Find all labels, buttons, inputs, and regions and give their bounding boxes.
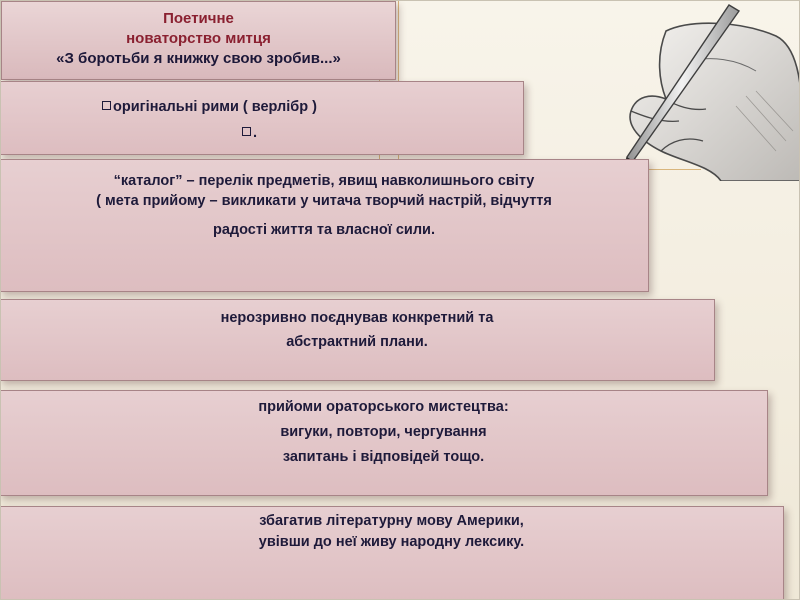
oratory-line: запитань і відповідей тощо. [282,449,485,465]
language-line: збагатив літературну мову Америки, [259,513,524,529]
oratory-line: прийоми ораторського мистецтва: [258,399,509,415]
catalog-line: ( мета прийому – викликати у читача творчий настрій, відчуття [96,193,552,209]
language-box [0,506,784,600]
oratory-box [0,390,768,496]
bullet-text: . [253,125,258,141]
catalog-line: “каталог” – перелік предметів, явищ навколишнього світу [113,173,535,189]
bullet-item [102,94,523,120]
square-bullet-icon [242,127,251,136]
title-quote: «З боротьби я книжку свою зробив...» [56,50,341,67]
title-box [1,1,396,80]
plans-line: нерозривно поєднував конкретний та [220,310,494,326]
square-bullet-icon [102,101,111,110]
language-line: увівши до неї живу народну лексику. [258,534,525,550]
bullet-text: оригінальні рими ( верлібр ) [113,99,317,115]
oratory-line: вигуки, повтори, чергування [280,424,487,440]
catalog-line: радості життя та власної сили. [212,222,435,238]
plans-box [0,299,715,381]
plans-line: абстрактний плани. [286,334,428,350]
title-line: новаторство митця [126,30,271,47]
catalog-box [0,159,649,292]
bullet-item [102,120,523,146]
title-line: Поетичне [163,10,234,27]
hand-with-pen-illustration [571,1,800,181]
bullet-box [0,81,524,155]
